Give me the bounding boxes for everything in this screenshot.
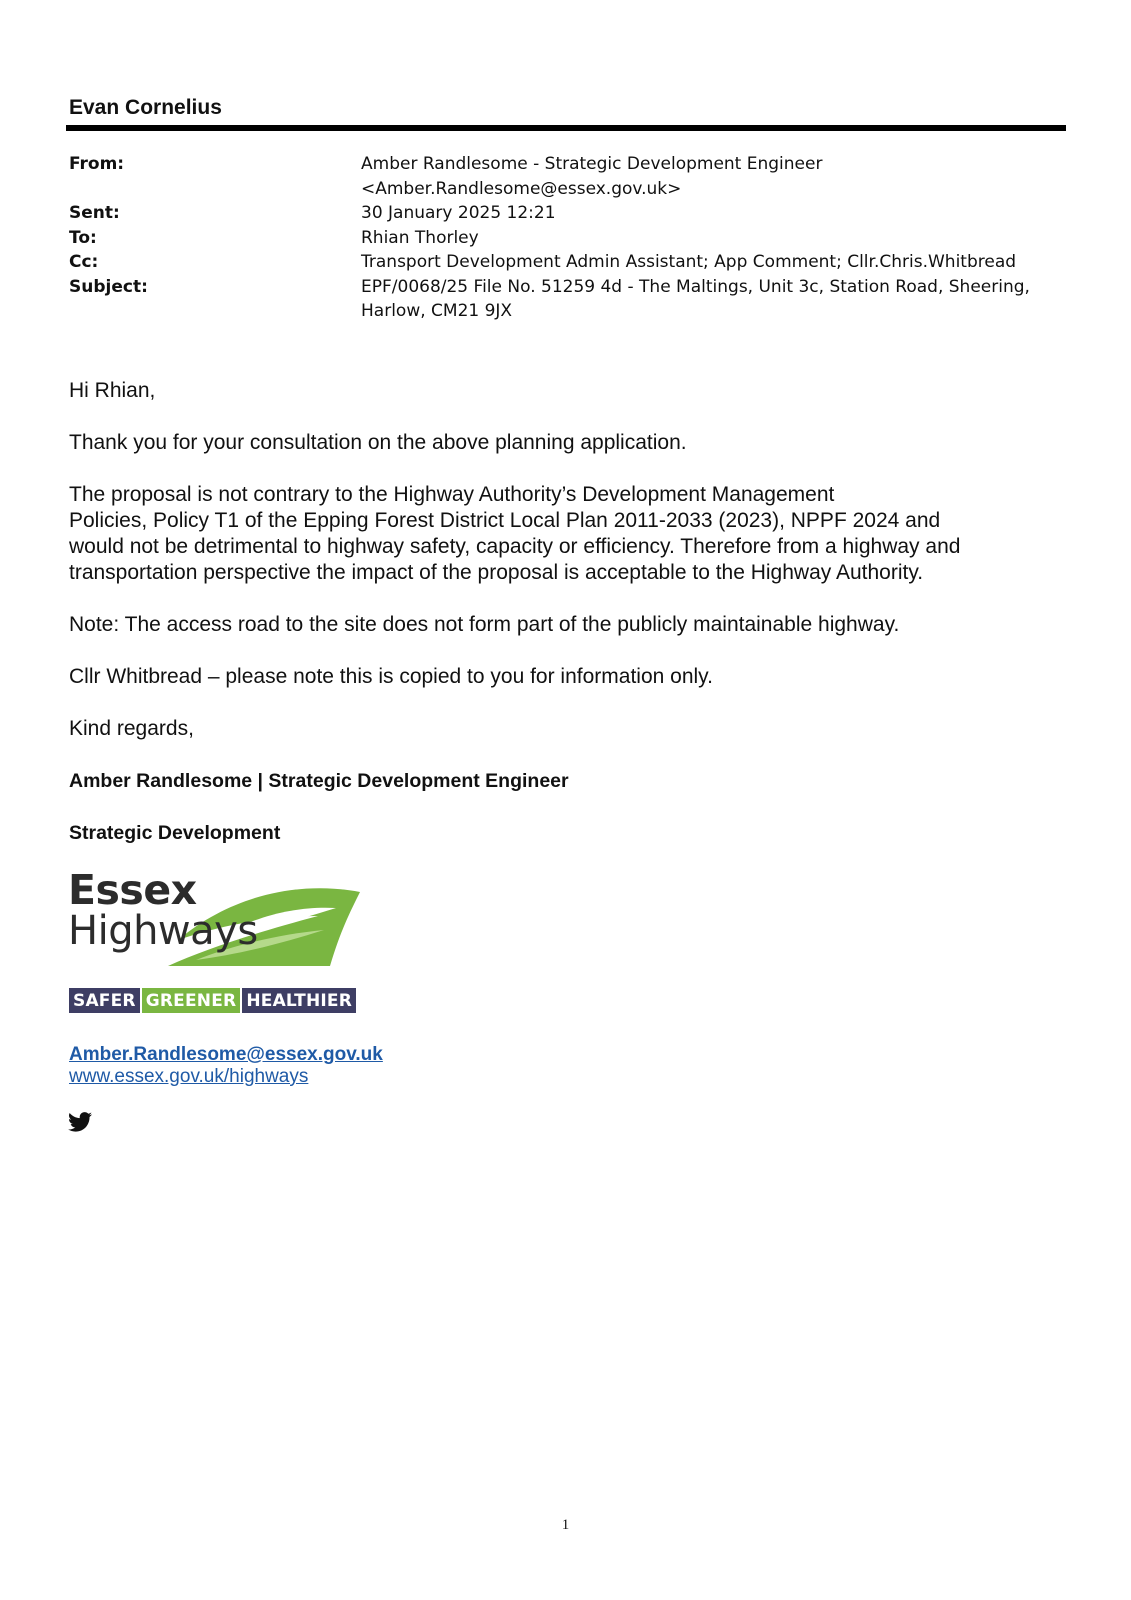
cc-label: Cc: [69,252,99,272]
subject-row [69,275,1059,324]
signature-name-title: Amber Randlesome | Strategic Development Engineer [69,770,569,792]
to-row [69,226,1059,251]
proposal-line-2: Policies, Policy T1 of the Epping Forest District Local Plan 2011-2033 (2023), NPPF 2024 and [69,509,941,532]
cc-row [69,250,1059,275]
from-label: From: [69,154,125,174]
greeting: Hi Rhian, [69,379,156,402]
signature-links [69,1044,383,1088]
from-value-name: Amber Randlesome - Strategic Development Engineer [361,154,823,174]
twitter-icon[interactable] [68,1112,92,1132]
from-value [361,152,1059,201]
mailbox-owner-name: Evan Cornelius [69,96,222,119]
header-divider [66,125,1066,131]
email-header [69,152,1059,324]
website-link[interactable]: www.essex.gov.uk/highways [69,1066,309,1087]
subject-label: Subject: [69,276,148,297]
tagline-safer: SAFER [69,988,140,1013]
email-body [69,378,1069,844]
cc-value: Transport Development Admin Assistant; App Comment; Cllr.Chris.Whitbread [361,252,1017,272]
proposal-line-1: The proposal is not contrary to the Highway Authority’s Development Management [69,483,835,506]
logo-word-essex: Essex [68,866,197,914]
brand-tagline [69,988,356,1013]
essex-highways-logo [68,868,368,966]
logo-word-highways: Highways [68,908,258,954]
cllr-note-paragraph: Cllr Whitbread – please note this is copied to you for information only. [69,665,713,688]
subject-value-line-1: EPF/0068/25 File No. 51259 4d - The Maltings, Unit 3c, Station Road, Sheering, [361,276,1030,297]
closing: Kind regards, [69,717,194,740]
sent-value: 30 January 2025 12:21 [361,203,556,223]
subject-value [361,275,1059,324]
subject-value-line-2: Harlow, CM21 9JX [361,301,513,321]
proposal-paragraph [69,482,1069,586]
thanks-paragraph: Thank you for your consultation on the above planning application. [69,431,687,454]
proposal-line-4: transportation perspective the impact of the proposal is acceptable to the Highway Authority. [69,561,924,584]
from-row [69,152,1059,201]
email-link[interactable]: Amber.Randlesome@essex.gov.uk [69,1044,383,1065]
signature-department: Strategic Development [69,822,281,844]
tagline-healthier: HEALTHIER [240,988,356,1013]
to-label: To: [69,227,97,248]
note-paragraph: Note: The access road to the site does not form part of the publicly maintainable highway. [69,613,900,636]
sent-row [69,201,1059,226]
page-number: 1 [561,1517,570,1533]
from-value-address: <Amber.Randlesome@essex.gov.uk> [361,178,682,199]
proposal-line-3: would not be detrimental to highway safety, capacity or efficiency. Therefore from a highway and [69,535,961,558]
to-value: Rhian Thorley [361,227,479,248]
tagline-greener: GREENER [140,988,241,1013]
sent-label: Sent: [69,203,120,223]
